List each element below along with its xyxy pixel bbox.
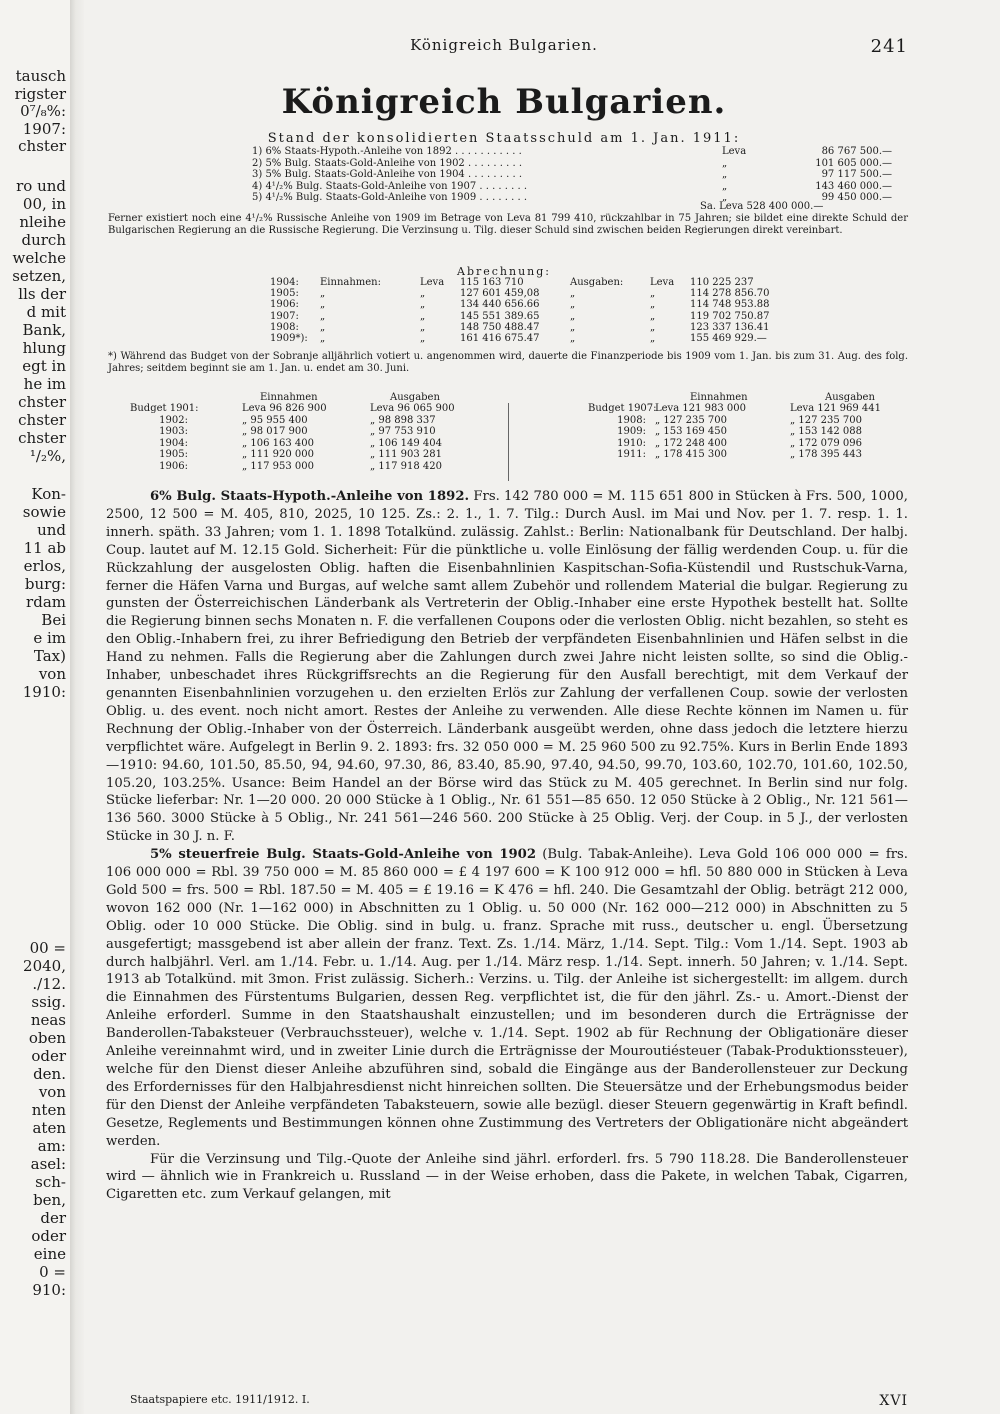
fragment-line: den.: [33, 1065, 66, 1083]
budget-row: [100, 426, 908, 438]
fragment-line: 00 =: [29, 939, 66, 957]
budget-ausgaben: „ 172 079 096: [790, 437, 862, 449]
abr-currency: „: [650, 288, 656, 300]
budget-ausgaben-header-right: Ausgaben: [825, 392, 875, 403]
fragment-line: lls der: [18, 285, 66, 303]
budget-divider: [508, 403, 509, 481]
abr-currency: Leva: [650, 277, 675, 288]
abrechnung-row: [270, 288, 830, 299]
fragment-line: 1907:: [22, 120, 66, 138]
adjacent-page-fragment: [0, 0, 70, 1414]
fragment-line: Kon-: [31, 485, 66, 503]
abrechnung-row: [270, 299, 830, 310]
loan-row: [252, 181, 892, 193]
fragment-line: von: [38, 665, 66, 683]
budget-einnahmen: „ 106 163 400: [242, 437, 314, 449]
fragment-line: nten: [31, 1101, 66, 1119]
footnote: *) Während das Budget von der Sobranje alljährlich votiert u. angenommen wird, dauerte die Finanzperiode bis 1909 vom 1. Jan. bis zum 31. Aug. des folg. Jahres; seitdem beginnt sie am 1. Jan. u. endet am 30. Juni.: [108, 351, 908, 374]
budget-year: Budget 1907:: [588, 403, 657, 414]
fragment-line: Bank,: [22, 321, 66, 339]
fragment-line: Tax): [33, 647, 66, 665]
budget-einnahmen-header-left: Einnahmen: [260, 392, 318, 403]
budget-ausgaben: „ 106 149 404: [370, 437, 442, 449]
budget-einnahmen: „ 117 953 000: [242, 460, 314, 472]
loan-currency: Leva: [722, 146, 747, 157]
abr-ausgaben-value: 114 748 953.88: [690, 299, 770, 311]
abr-einnahmen-value: 148 750 488.47: [460, 321, 540, 333]
budget-einnahmen-header-right: Einnahmen: [690, 392, 748, 403]
fragment-line: ro und: [16, 177, 66, 195]
section-text: Frs. 142 780 000 = M. 115 651 800 in Stücken à Frs. 500, 1000, 2500, 12 500 = M. 405, 810, 2025, 10 125. Zs.: 2. 1., 1. 7. Tilg.: Durch Ausl. im Mai und Nov. per 1. 7. resp. 1. 1. innerh. späth. 33 Jahren; vom 1. 1. 1898 Totalkünd. zulässig. Zahlst.: Berlin: Nationalbank für Deutschland. Der halbj. Coup. lautet auf M. 12.15 Gold. Sicherheit: Für die pünktliche u. volle Einlösung der fällig werdenden Coup. u. für die Rückzahlung der ausgelosten Oblig. haften die Eisenbahnlinien Kaspitschan-Sofia-Küstendil und Rustschuk-Varna, ferner die Häfen Varna und Burgas, auf welche samt allem Zubehör und rollendem Material die bulgar. Regierung zu gunsten der Österreichischen Länderbank als Vertreterin der Oblig.-Inhaber eine erste Hypothek bestellt hat. Sollte die Regierung binnen sechs Monaten n. F. die verfallenen Coupons oder die verlosten Oblig. nicht bezahlen, so steht es den Oblig.-Inhabern frei, zu ihrer Befriedigung den Betrieb der verpfändeten Eisenbahnlinien und Häfen selbst in die Hand zu nehmen. Falls die Regierung aber die Zahlungen durch zwei Jahre nicht leisten sollte, so sind die Oblig.-Inhaber, unbeschadet ihres Rückgriffsrechts an die Regierung für den Ausfall berechtigt, mit dem Verkauf der genannten Eisenbahnlinien vorzugehen u. den erzielten Erlös zur Zahlung der verfallenen Coup. sowie der verlosten Oblig. u. des event. noch nicht amort. Restes der Anleihe zu verwenden. Alle diese Rechte können im Namen u. für Rechnung der Oblig.-Inhaber von der Österreich. Länderbank ausgeübt werden, ohne dass jedoch die letztere hierzu verpflichtet wäre. Aufgelegt in Berlin 9. 2. 1893: frs. 32 050 000 = M. 25 960 500 zu 92.75%. Kurs in Berlin Ende 1893—1910: 94.60, 101.50, 85.50, 94, 94.60, 97.30, 86, 83.40, 85.90, 97.40, 94.50, 99.70, 103.60, 102.70, 101.60, 102.50, 105.20, 103.25%. Usance: Beim Handel an der Börse wird das Stück zu M. 405 gerechnet. In Berlin sind nur folg. Stücke lieferbar: Nr. 1—20 000. 20 000 Stücke à 1 Oblig., Nr. 61 551—85 650. 12 050 Stücke à 2 Oblig., Nr. 121 561—136 560. 3000 Stücke à 5 Oblig., Nr. 241 561—246 560. 200 Stücke à 25 Oblig. Verj. der Coup. in 5 J., der verlosten Stücke in 30 J. n. F.: [106, 489, 908, 845]
fragment-line: ¹/₂%,: [29, 447, 66, 465]
section-1892-loan: [106, 488, 908, 846]
fragment-line: oder: [31, 1047, 66, 1065]
fragment-line: ./12.: [32, 975, 66, 993]
section-text: (Bulg. Tabak-Anleihe). Leva Gold 106 000 000 = frs. 106 000 000 = Rbl. 39 750 000 = M. 85 860 000 = £ 4 197 600 = K 100 912 000 = hfl. 50 880 000 in Stücken à Leva Gold 500 = frs. 500 = Rbl. 187.50 = M. 405 = £ 19.16 = K 476 = hfl. 240. Die Gesamtzahl der Oblig. beträgt 212 000, wovon 162 000 (Nr. 1—162 000) in Abschnitten zu 1 Oblig. u. 50 000 (Nr. 162 000—212 000) in Abschnitten zu 5 Oblig. oder 10 000 Stücke. Die Oblig. sind in bulg. u. franz. Sprache mit russ., deutscher u. engl. Übersetzung ausgefertigt; massgebend ist aber allein der franz. Text. Zs. 1./14. März, 1./14. Sept. Tilg.: Vom 1./14. Sept. 1903 ab durch halbjährl. Verl. am 1./14. Febr. u. 1./14. Aug. per 1./14. März resp. 1./14. Sept. innerh. 50 Jahren; v. 1./14. Sept. 1913 ab Totalkünd. mit 3mon. Frist zulässig. Sicherh.: Verzins. u. Tilg. der Anleihe ist sichergestellt: im allgem. durch die Einnahmen des Fürstentums Bulgarien, dessen Reg. verpflichtet ist, die für den jährl. Zs.- u. Amort.-Dienst der Anleihe erforderl. Summe in den Staatshaushalt einzustellen; und im besonderen durch die Erträgnisse der Banderollen-Tabaksteuer (Verbrauchssteuer), welche v. 1./14. Sept. 1902 ab für Rechnung der Obligationäre dieser Anleihe vereinnahmt wird, und in zweiter Linie durch die Erträgnisse der Mouroutiésteuer (Tabak-Produktionssteuer), welche für den Dienst dieser Anleihe abzuführen sind, sobald die Eingänge aus der Banderollensteuer zur Deckung des Erfordernisses für den Halbjahresdienst nicht hinreichen sollten. Die Steuersätze und der Erhebungsmodus beider für den Dienst der Anleihe verpfändeten Tabaksteuern, sowie alle bezügl. dieser Steuern gegenwärtig in Kraft befindl. Gesetze, Reglements und Bestimmungen können ohne Zustimmung des Vertreters der Obligationäre nicht abgeändert werden.: [106, 847, 908, 1149]
loan-label: 1) 6% Staats-Hypoth.-Anleihe von 1892 . . . . . . . . . . .: [252, 146, 522, 157]
fragment-line: hlung: [22, 339, 66, 357]
fragment-line: tausch: [15, 67, 66, 85]
loan-value: 86 767 500.—: [821, 146, 892, 157]
loans-sum: Sa. Leva 528 400 000.—: [700, 201, 824, 212]
budget-year: 1911:: [617, 449, 646, 461]
budget-einnahmen: „ 111 920 000: [242, 449, 314, 461]
fragment-line: he im: [23, 375, 66, 393]
budget-einnahmen: „ 127 235 700: [655, 414, 727, 426]
fragment-line: am:: [37, 1137, 66, 1155]
abr-currency: „: [420, 310, 426, 322]
budget-year: 1909:: [617, 426, 646, 438]
fragment-line: von: [38, 1083, 66, 1101]
abr-year: 1904:: [270, 277, 299, 288]
fragment-line: chster: [18, 411, 66, 429]
budget-ausgaben: „ 153 142 088: [790, 426, 862, 438]
loan-label: 2) 5% Bulg. Staats-Gold-Anleihe von 1902 . . . . . . . . .: [252, 157, 523, 169]
fragment-line: 00, in: [22, 195, 66, 213]
abr-ausgaben-value: 123 337 136.41: [690, 321, 770, 333]
loan-label: 3) 5% Bulg. Staats-Gold-Anleihe von 1904 . . . . . . . . .: [252, 169, 523, 180]
page-footer: [130, 1393, 908, 1409]
budget-year: 1902:: [159, 414, 188, 426]
debt-subtitle: Stand der konsolidierten Staatsschuld am 1. Jan. 1911:: [267, 131, 741, 146]
abr-currency: Leva: [420, 277, 445, 288]
abr-currency: „: [420, 321, 426, 333]
loan-row: [252, 158, 892, 170]
fragment-line: e im: [33, 629, 66, 647]
abr-year: 1906:: [270, 299, 299, 311]
budget-ausgaben: „ 127 235 700: [790, 414, 862, 426]
fragment-line: oder: [31, 1227, 66, 1245]
loan-currency: „: [722, 169, 728, 180]
budget-ausgaben: „ 178 395 443: [790, 449, 862, 461]
fragment-line: oben: [28, 1029, 66, 1047]
fragment-line: 0⁷/₈%:: [20, 102, 66, 120]
budget-row: [100, 449, 908, 461]
abr-einnahmen-label: „: [320, 332, 326, 344]
fragment-line: neas: [30, 1011, 66, 1029]
loan-label: 5) 4¹/₂% Bulg. Staats-Gold-Anleihe von 1909 . . . . . . . .: [252, 192, 528, 203]
budget-year: Budget 1901:: [130, 403, 199, 414]
fragment-line: d mit: [26, 303, 66, 321]
abr-currency: „: [650, 299, 656, 311]
abr-ausgaben-label: „: [570, 288, 576, 300]
loan-row: [252, 146, 892, 158]
page-number: 241: [870, 36, 908, 57]
section-1902-loan: [106, 846, 908, 1150]
fragment-line: welche: [12, 249, 66, 267]
fragment-line: durch: [21, 231, 66, 249]
budget-year: 1906:: [159, 460, 188, 472]
budget-einnahmen: „ 178 415 300: [655, 449, 727, 461]
abr-ausgaben-label: „: [570, 299, 576, 311]
budget-year: 1908:: [617, 414, 646, 426]
fragment-line: sowie: [22, 503, 66, 521]
abr-year: 1907:: [270, 310, 299, 322]
abr-einnahmen-value: 134 440 656.66: [460, 299, 540, 311]
fragment-line: sch-: [35, 1173, 66, 1191]
fragment-line: und: [37, 521, 66, 539]
running-header: [100, 36, 908, 58]
budget-einnahmen: Leva 121 983 000: [655, 403, 746, 414]
abr-ausgaben-label: „: [570, 310, 576, 322]
budget-year: 1903:: [159, 426, 188, 438]
document-page: [100, 0, 908, 1414]
abr-ausgaben-label: „: [570, 332, 576, 344]
loan-value: 101 605 000.—: [815, 157, 892, 169]
abr-ausgaben-value: 110 225 237: [690, 277, 754, 288]
budget-year: 1905:: [159, 449, 188, 461]
loan-value: 97 117 500.—: [821, 169, 892, 180]
abr-ausgaben-value: 119 702 750.87: [690, 310, 770, 322]
fragment-line: Bei: [41, 611, 66, 629]
section-heading: 5% steuerfreie Bulg. Staats-Gold-Anleihe von 1902: [150, 847, 537, 863]
footer-source: Staatspapiere etc. 1911/1912. I.: [130, 1393, 310, 1406]
loans-list: [252, 146, 892, 204]
fragment-line: asel:: [30, 1155, 66, 1173]
fragment-line: aten: [32, 1119, 66, 1137]
abr-currency: „: [650, 332, 656, 344]
abr-einnahmen-value: 145 551 389.65: [460, 310, 540, 322]
budget-row: [100, 461, 908, 473]
running-title: Königreich Bulgarien.: [410, 36, 598, 54]
loan-label: 4) 4¹/₂% Bulg. Staats-Gold-Anleihe von 1907 . . . . . . . .: [252, 180, 528, 192]
loan-currency: „: [722, 157, 728, 169]
fragment-line: 2040,: [23, 957, 66, 975]
abr-einnahmen-label: Einnahmen:: [320, 277, 381, 288]
abr-einnahmen-label: „: [320, 299, 326, 311]
budget-ausgaben: Leva 121 969 441: [790, 403, 881, 414]
fragment-line: setzen,: [12, 267, 66, 285]
loan-currency: „: [722, 180, 728, 192]
section-heading: 6% Bulg. Staats-Hypoth.-Anleihe von 1892.: [150, 489, 470, 504]
abrechnung-row: [270, 333, 830, 344]
budget-einnahmen: „ 95 955 400: [242, 414, 308, 426]
fragment-line: 910:: [32, 1281, 66, 1299]
abr-year: 1909*):: [270, 332, 308, 344]
fragment-line: 0 =: [39, 1263, 66, 1281]
abr-ausgaben-value: 114 278 856.70: [690, 288, 770, 300]
budget-year: 1910:: [617, 437, 646, 449]
abr-einnahmen-label: „: [320, 310, 326, 322]
book-gutter: [70, 0, 84, 1414]
abr-einnahmen-value: 161 416 675.47: [460, 332, 540, 344]
budget-row: [100, 415, 908, 427]
budget-einnahmen: „ 172 248 400: [655, 437, 727, 449]
abrechnung-title: Abrechnung:: [457, 265, 551, 278]
abr-currency: „: [420, 288, 426, 300]
loan-value: 99 450 000.—: [821, 192, 892, 203]
abr-einnahmen-value: 115 163 710: [460, 277, 524, 288]
loan-value: 143 460 000.—: [815, 180, 892, 192]
fragment-line: egt in: [22, 357, 66, 375]
abrechnung-table: [270, 277, 830, 344]
budget-ausgaben-header-left: Ausgaben: [390, 392, 440, 403]
budget-table: [100, 403, 908, 473]
budget-ausgaben: „ 117 918 420: [370, 460, 442, 472]
abr-year: 1908:: [270, 321, 299, 333]
fragment-line: rdam: [26, 593, 66, 611]
budget-ausgaben: „ 111 903 281: [370, 449, 442, 461]
body-text: [106, 488, 908, 1204]
loan-row: [252, 169, 892, 181]
budget-ausgaben: „ 98 898 337: [370, 414, 436, 426]
fragment-line: burg:: [24, 575, 66, 593]
budget-einnahmen: Leva 96 826 900: [242, 403, 327, 414]
fragment-line: ssig.: [31, 993, 66, 1011]
abr-einnahmen-label: „: [320, 321, 326, 333]
budget-einnahmen: „ 98 017 900: [242, 426, 308, 438]
fragment-line: ben,: [33, 1191, 66, 1209]
page-title: Königreich Bulgarien.: [281, 82, 727, 122]
fragment-line: eine: [33, 1245, 66, 1263]
loan-currency: „: [722, 192, 728, 203]
budget-ausgaben: Leva 96 065 900: [370, 403, 455, 414]
abr-ausgaben-label: Ausgaben:: [570, 277, 624, 288]
budget-year: 1904:: [159, 437, 188, 449]
abr-einnahmen-value: 127 601 459,08: [460, 288, 540, 300]
paragraph-tilgung: Für die Verzinsung und Tilg.-Quote der Anleihe sind jährl. erforderl. frs. 5 790 118.28. Die Banderollensteuer wird — ähnlich wie in Frankreich u. Russland — in der Weise erhoben, dass die Pakete, in welchen Tabak, Cigarren, Cigaretten etc. zum Verkauf gelangen, mit: [106, 1151, 908, 1203]
fragment-line: 1910:: [22, 683, 66, 701]
fragment-line: chster: [18, 393, 66, 411]
fragment-line: der: [40, 1209, 66, 1227]
abrechnung-row: [270, 311, 830, 322]
fragment-line: chster: [18, 429, 66, 447]
footer-signature: XVI: [879, 1393, 908, 1409]
fragment-line: nleihe: [19, 213, 66, 231]
budget-row: [100, 403, 908, 415]
fragment-line: rigster: [14, 85, 66, 103]
fragment-line: erlos,: [23, 557, 66, 575]
abr-einnahmen-label: „: [320, 288, 326, 300]
abr-currency: „: [650, 321, 656, 333]
fragment-line: 11 ab: [23, 539, 66, 557]
abr-year: 1905:: [270, 288, 299, 300]
budget-einnahmen: „ 153 169 450: [655, 426, 727, 438]
russian-loan-note: Ferner existiert noch eine 4¹/₂% Russische Anleihe von 1909 im Betrage von Leva 81 799 410, rückzahlbar in 75 Jahren; sie bildet eine direkte Schuld der Bulgarischen Regierung an die Russische Regierung. Die Verzinsung u. Tilg. dieser Schuld sind zwischen beiden Regierungen direkt vereinbart.: [108, 213, 908, 236]
abr-currency: „: [420, 299, 426, 311]
abr-currency: „: [420, 332, 426, 344]
abrechnung-row: [270, 322, 830, 333]
abr-ausgaben-label: „: [570, 321, 576, 333]
fragment-line: chster: [18, 137, 66, 155]
abr-currency: „: [650, 310, 656, 322]
budget-ausgaben: „ 97 753 910: [370, 426, 436, 438]
budget-row: [100, 438, 908, 450]
abr-ausgaben-value: 155 469 929.—: [690, 332, 767, 344]
abrechnung-row: [270, 277, 830, 288]
